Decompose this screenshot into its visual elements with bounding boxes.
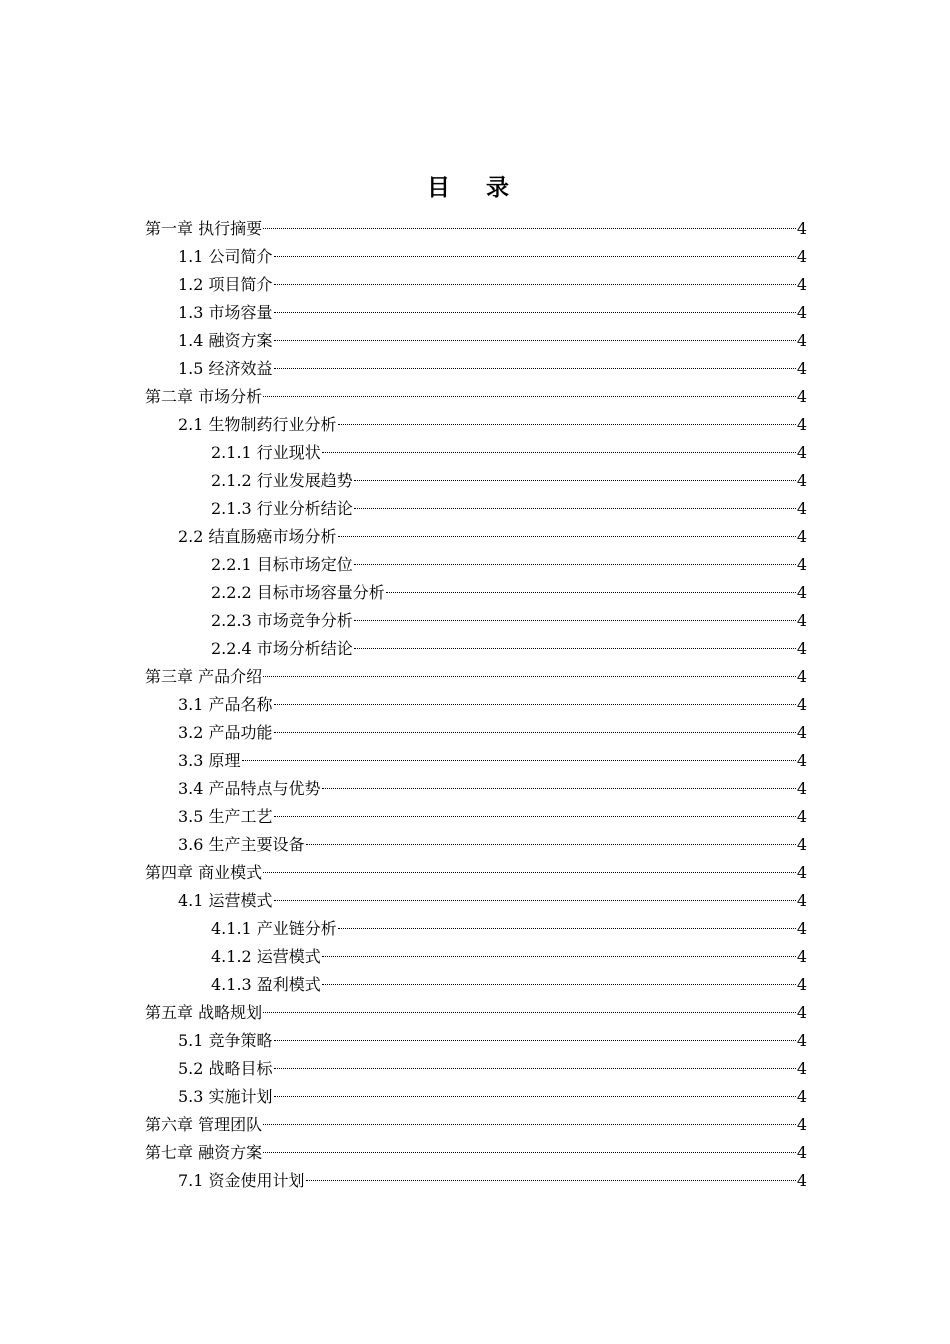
toc-entry[interactable] (145, 635, 807, 663)
toc-dot-leader (263, 1124, 796, 1125)
toc-page-number: 4 (796, 583, 807, 602)
toc-entry-label: 4.1 运营模式 (178, 891, 273, 910)
toc-page-number: 4 (796, 1171, 807, 1190)
toc-dot-leader (242, 760, 796, 761)
toc-dot-leader (274, 284, 796, 285)
toc-dot-leader (354, 620, 796, 621)
toc-entry-label: 2.2.1 目标市场定位 (211, 555, 353, 574)
toc-entry[interactable] (145, 943, 807, 971)
toc-dot-leader (386, 592, 796, 593)
toc-dot-leader (274, 256, 796, 257)
toc-entry[interactable] (145, 243, 807, 271)
toc-entry-label: 3.2 产品功能 (178, 723, 273, 742)
toc-entry[interactable] (145, 439, 807, 467)
toc-entry-label: 3.5 生产工艺 (178, 807, 273, 826)
toc-entry[interactable] (145, 1111, 807, 1139)
toc-entry[interactable] (145, 1139, 807, 1167)
toc-page-number: 4 (796, 695, 807, 714)
toc-entry-label: 3.1 产品名称 (178, 695, 273, 714)
toc-page-number: 4 (796, 1143, 807, 1162)
toc-page-number: 4 (796, 247, 807, 266)
toc-entry-label: 4.1.3 盈利模式 (211, 975, 321, 994)
toc-page-number: 4 (796, 219, 807, 238)
toc-dot-leader (338, 928, 796, 929)
toc-entry[interactable] (145, 1027, 807, 1055)
toc-entry-label: 7.1 资金使用计划 (178, 1171, 305, 1190)
toc-entry[interactable] (145, 215, 807, 243)
toc-page-number: 4 (796, 499, 807, 518)
toc-entry[interactable] (145, 747, 807, 775)
toc-entry-label: 5.1 竞争策略 (178, 1031, 273, 1050)
toc-entry[interactable] (145, 859, 807, 887)
toc-page-number: 4 (796, 359, 807, 378)
toc-entry-label: 2.1.1 行业现状 (211, 443, 321, 462)
toc-entry[interactable] (145, 551, 807, 579)
toc-dot-leader (263, 1152, 796, 1153)
toc-entry[interactable] (145, 495, 807, 523)
toc-page-number: 4 (796, 387, 807, 406)
toc-entry-label: 1.1 公司简介 (178, 247, 273, 266)
toc-dot-leader (274, 1040, 796, 1041)
toc-page-number: 4 (796, 779, 807, 798)
toc-page-number: 4 (796, 891, 807, 910)
toc-dot-leader (354, 564, 796, 565)
toc-entry[interactable] (145, 607, 807, 635)
toc-entry[interactable] (145, 691, 807, 719)
toc-dot-leader (274, 704, 796, 705)
toc-entry[interactable] (145, 523, 807, 551)
toc-entry-label: 1.5 经济效益 (178, 359, 273, 378)
toc-entry-label: 2.1.2 行业发展趋势 (211, 471, 353, 490)
toc-entry[interactable] (145, 803, 807, 831)
toc-page-number: 4 (796, 1087, 807, 1106)
toc-entry[interactable] (145, 971, 807, 999)
toc-entry[interactable] (145, 327, 807, 355)
toc-dot-leader (274, 816, 796, 817)
toc-page-number: 4 (796, 751, 807, 770)
toc-entry-label: 3.6 生产主要设备 (178, 835, 305, 854)
toc-entry[interactable] (145, 383, 807, 411)
toc-entry[interactable] (145, 887, 807, 915)
toc-entry-label: 2.2.4 市场分析结论 (211, 639, 353, 658)
toc-entry-label: 4.1.2 运营模式 (211, 947, 321, 966)
toc-page-number: 4 (796, 1003, 807, 1022)
toc-page-number: 4 (796, 975, 807, 994)
toc-dot-leader (322, 984, 796, 985)
toc-dot-leader (306, 1180, 796, 1181)
toc-dot-leader (263, 1012, 796, 1013)
toc-page-number: 4 (796, 275, 807, 294)
toc-dot-leader (354, 480, 796, 481)
toc-entry-label: 3.3 原理 (178, 751, 241, 770)
toc-page-number: 4 (796, 443, 807, 462)
toc-entry[interactable] (145, 271, 807, 299)
toc-entry[interactable] (145, 1083, 807, 1111)
toc-page-number: 4 (796, 611, 807, 630)
table-of-contents (145, 215, 807, 1195)
toc-page-number: 4 (796, 835, 807, 854)
toc-entry-label: 2.2 结直肠癌市场分析 (178, 527, 337, 546)
toc-page-number: 4 (796, 723, 807, 742)
toc-page-number: 4 (796, 639, 807, 658)
toc-dot-leader (274, 340, 796, 341)
toc-page-number: 4 (796, 555, 807, 574)
toc-dot-leader (338, 424, 796, 425)
toc-entry[interactable] (145, 831, 807, 859)
toc-entry-label: 2.1.3 行业分析结论 (211, 499, 353, 518)
toc-page-number: 4 (796, 1031, 807, 1050)
toc-dot-leader (263, 228, 796, 229)
toc-entry-label: 1.2 项目简介 (178, 275, 273, 294)
toc-entry-label: 第二章 市场分析 (145, 387, 263, 406)
toc-entry[interactable] (145, 775, 807, 803)
toc-entry[interactable] (145, 999, 807, 1027)
toc-dot-leader (306, 844, 796, 845)
toc-dot-leader (263, 872, 796, 873)
toc-entry[interactable] (145, 299, 807, 327)
toc-entry-label: 第一章 执行摘要 (145, 219, 263, 238)
toc-entry[interactable] (145, 1055, 807, 1083)
toc-dot-leader (263, 396, 796, 397)
toc-page-number: 4 (796, 919, 807, 938)
toc-dot-leader (274, 368, 796, 369)
toc-dot-leader (338, 536, 796, 537)
toc-dot-leader (274, 900, 796, 901)
toc-entry-label: 第七章 融资方案 (145, 1143, 263, 1162)
toc-dot-leader (274, 1068, 796, 1069)
toc-dot-leader (274, 1096, 796, 1097)
toc-entry-label: 1.4 融资方案 (178, 331, 273, 350)
toc-entry-label: 5.3 实施计划 (178, 1087, 273, 1106)
toc-page-number: 4 (796, 1059, 807, 1078)
toc-entry[interactable] (145, 411, 807, 439)
toc-entry-label: 第六章 管理团队 (145, 1115, 263, 1134)
toc-page-number: 4 (796, 415, 807, 434)
toc-entry-label: 2.1 生物制药行业分析 (178, 415, 337, 434)
toc-entry[interactable] (145, 915, 807, 943)
toc-dot-leader (354, 508, 796, 509)
toc-page-number: 4 (796, 667, 807, 686)
toc-dot-leader (354, 648, 796, 649)
toc-entry-label: 1.3 市场容量 (178, 303, 273, 322)
toc-entry[interactable] (145, 579, 807, 607)
toc-dot-leader (263, 676, 796, 677)
toc-entry[interactable] (145, 1167, 807, 1195)
toc-page-number: 4 (796, 471, 807, 490)
toc-entry[interactable] (145, 663, 807, 691)
toc-title: 目 录 (426, 175, 523, 201)
toc-dot-leader (322, 452, 796, 453)
toc-entry[interactable] (145, 467, 807, 495)
toc-page-number: 4 (796, 303, 807, 322)
toc-entry-label: 4.1.1 产业链分析 (211, 919, 337, 938)
toc-dot-leader (274, 732, 796, 733)
toc-page-number: 4 (796, 527, 807, 546)
toc-page-number: 4 (796, 807, 807, 826)
toc-entry-label: 3.4 产品特点与优势 (178, 779, 321, 798)
toc-dot-leader (322, 788, 796, 789)
toc-dot-leader (274, 312, 796, 313)
toc-page-number: 4 (796, 1115, 807, 1134)
toc-entry-label: 第五章 战略规划 (145, 1003, 263, 1022)
toc-entry-label: 第四章 商业模式 (145, 863, 263, 882)
toc-entry-label: 第三章 产品介绍 (145, 667, 263, 686)
toc-entry-label: 5.2 战略目标 (178, 1059, 273, 1078)
toc-dot-leader (322, 956, 796, 957)
toc-entry-label: 2.2.2 目标市场容量分析 (211, 583, 385, 602)
toc-page-number: 4 (796, 863, 807, 882)
toc-entry[interactable] (145, 719, 807, 747)
toc-page-number: 4 (796, 947, 807, 966)
toc-page-number: 4 (796, 331, 807, 350)
toc-entry-label: 2.2.3 市场竞争分析 (211, 611, 353, 630)
toc-entry[interactable] (145, 355, 807, 383)
